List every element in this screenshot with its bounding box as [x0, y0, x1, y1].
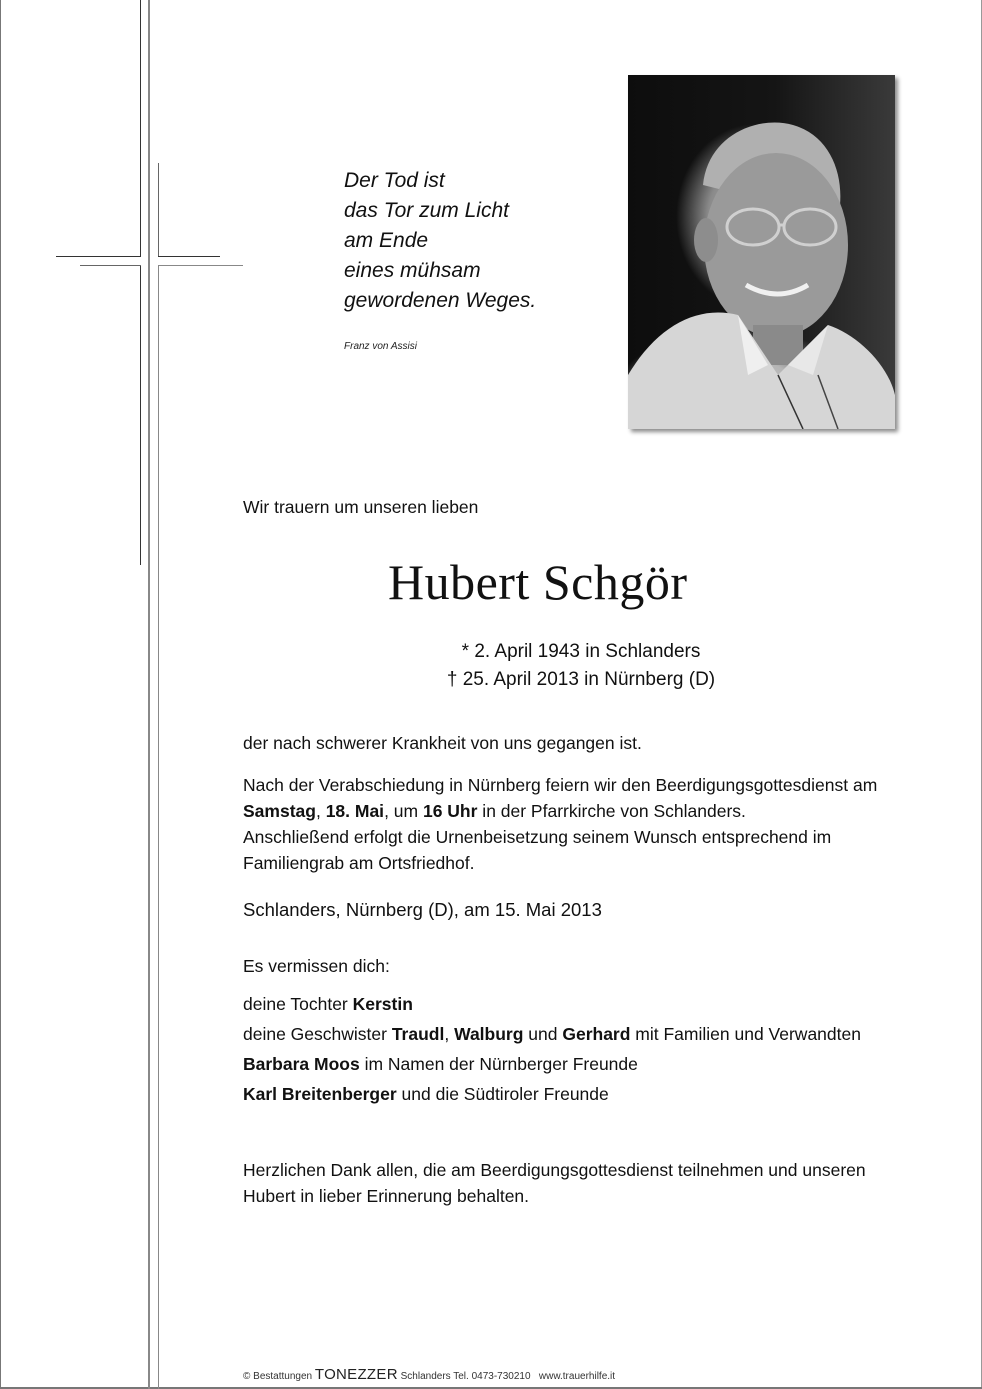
place-date: Schlanders, Nürnberg (D), am 15. Mai 2013 — [243, 899, 602, 920]
mourner-item — [243, 1019, 861, 1049]
footer-website-link[interactable]: www.trauerhilfe.it — [538, 1371, 616, 1382]
cross-line — [140, 0, 141, 256]
quote-line: das Tor zum Licht — [344, 199, 509, 222]
cross-line — [158, 163, 159, 257]
text-fragment: in der Pfarrkirche von Schlanders. — [477, 801, 746, 821]
footer-brand: TONEZZER — [314, 1366, 398, 1383]
cross-line — [158, 256, 220, 257]
mourner-item — [243, 1049, 861, 1079]
mourners-heading: Es vermissen dich: — [243, 956, 390, 976]
text-fragment: , — [444, 1024, 455, 1044]
mourner-name: Gerhard — [562, 1024, 631, 1044]
text-fragment: deine Geschwister — [243, 1024, 392, 1044]
ceremony-text — [243, 772, 877, 876]
memorial-quote — [344, 166, 536, 316]
footer — [243, 1366, 615, 1383]
quote-line: eines mühsam — [344, 259, 481, 282]
mourner-name: Traudl — [391, 1024, 445, 1044]
ceremony-line: Nach der Verabschiedung in Nürnberg feiern wir den Beerdigungsgottesdienst am — [243, 775, 878, 795]
text-fragment: , — [315, 801, 326, 821]
footer-phone: Tel. 0473-730210 — [453, 1371, 531, 1382]
death-date: † 25. April 2013 in Nürnberg (D) — [446, 669, 716, 690]
intro-text: Wir trauern um unseren lieben — [243, 497, 479, 517]
cross-line — [158, 265, 159, 1389]
cross-line — [158, 265, 243, 266]
mourners-list — [243, 989, 861, 1109]
mourner-name: Walburg — [454, 1024, 524, 1044]
mourner-item — [243, 1079, 861, 1109]
ceremony-date: 18. Mai — [325, 801, 385, 821]
page-border-left — [0, 0, 1, 1389]
passing-text: der nach schwerer Krankheit von uns gegangen ist. — [243, 733, 642, 753]
mourner-name: Kerstin — [352, 994, 413, 1014]
ceremony-line — [243, 798, 877, 824]
cross-line — [80, 265, 141, 266]
text-fragment: deine Tochter — [243, 994, 353, 1014]
thanks-line: Herzlichen Dank allen, die am Beerdigungsgottesdienst teilnehmen und unseren — [243, 1160, 866, 1180]
footer-copyright: © Bestattungen — [243, 1371, 315, 1382]
life-dates — [0, 638, 982, 694]
mourner-name: Barbara Moos — [243, 1054, 360, 1074]
portrait-silhouette — [628, 75, 895, 429]
quote-line: Der Tod ist — [344, 169, 445, 192]
cross-line — [56, 256, 141, 257]
cross-line — [148, 0, 150, 1389]
footer-city: Schlanders — [397, 1371, 454, 1382]
ceremony-line: Familiengrab am Ortsfriedhof. — [243, 853, 475, 873]
text-fragment: und — [523, 1024, 563, 1044]
mourner-item — [243, 989, 861, 1019]
birth-date: * 2. April 1943 in Schlanders — [461, 641, 701, 662]
thanks-line: Hubert in lieber Erinnerung behalten. — [243, 1186, 530, 1206]
mourner-name: Karl Breitenberger — [243, 1084, 397, 1104]
ceremony-time: 16 Uhr — [422, 801, 478, 821]
portrait-photo — [628, 75, 895, 429]
cross-line — [140, 265, 141, 565]
text-fragment: , um — [384, 801, 423, 821]
ceremony-line: Anschließend erfolgt die Urnenbeisetzung seinem Wunsch entsprechend im — [243, 827, 832, 847]
quote-author: Franz von Assisi — [344, 341, 417, 352]
quote-line: gewordenen Weges. — [344, 289, 537, 312]
thanks-text — [243, 1157, 866, 1209]
text-fragment: mit Familien und Verwandten — [630, 1024, 861, 1044]
ceremony-day: Samstag — [243, 801, 316, 821]
deceased-name: Hubert Schgör — [388, 554, 688, 610]
quote-line: am Ende — [344, 229, 429, 252]
text-fragment: im Namen der Nürnberger Freunde — [359, 1054, 638, 1074]
text-fragment: und die Südtiroler Freunde — [396, 1084, 609, 1104]
